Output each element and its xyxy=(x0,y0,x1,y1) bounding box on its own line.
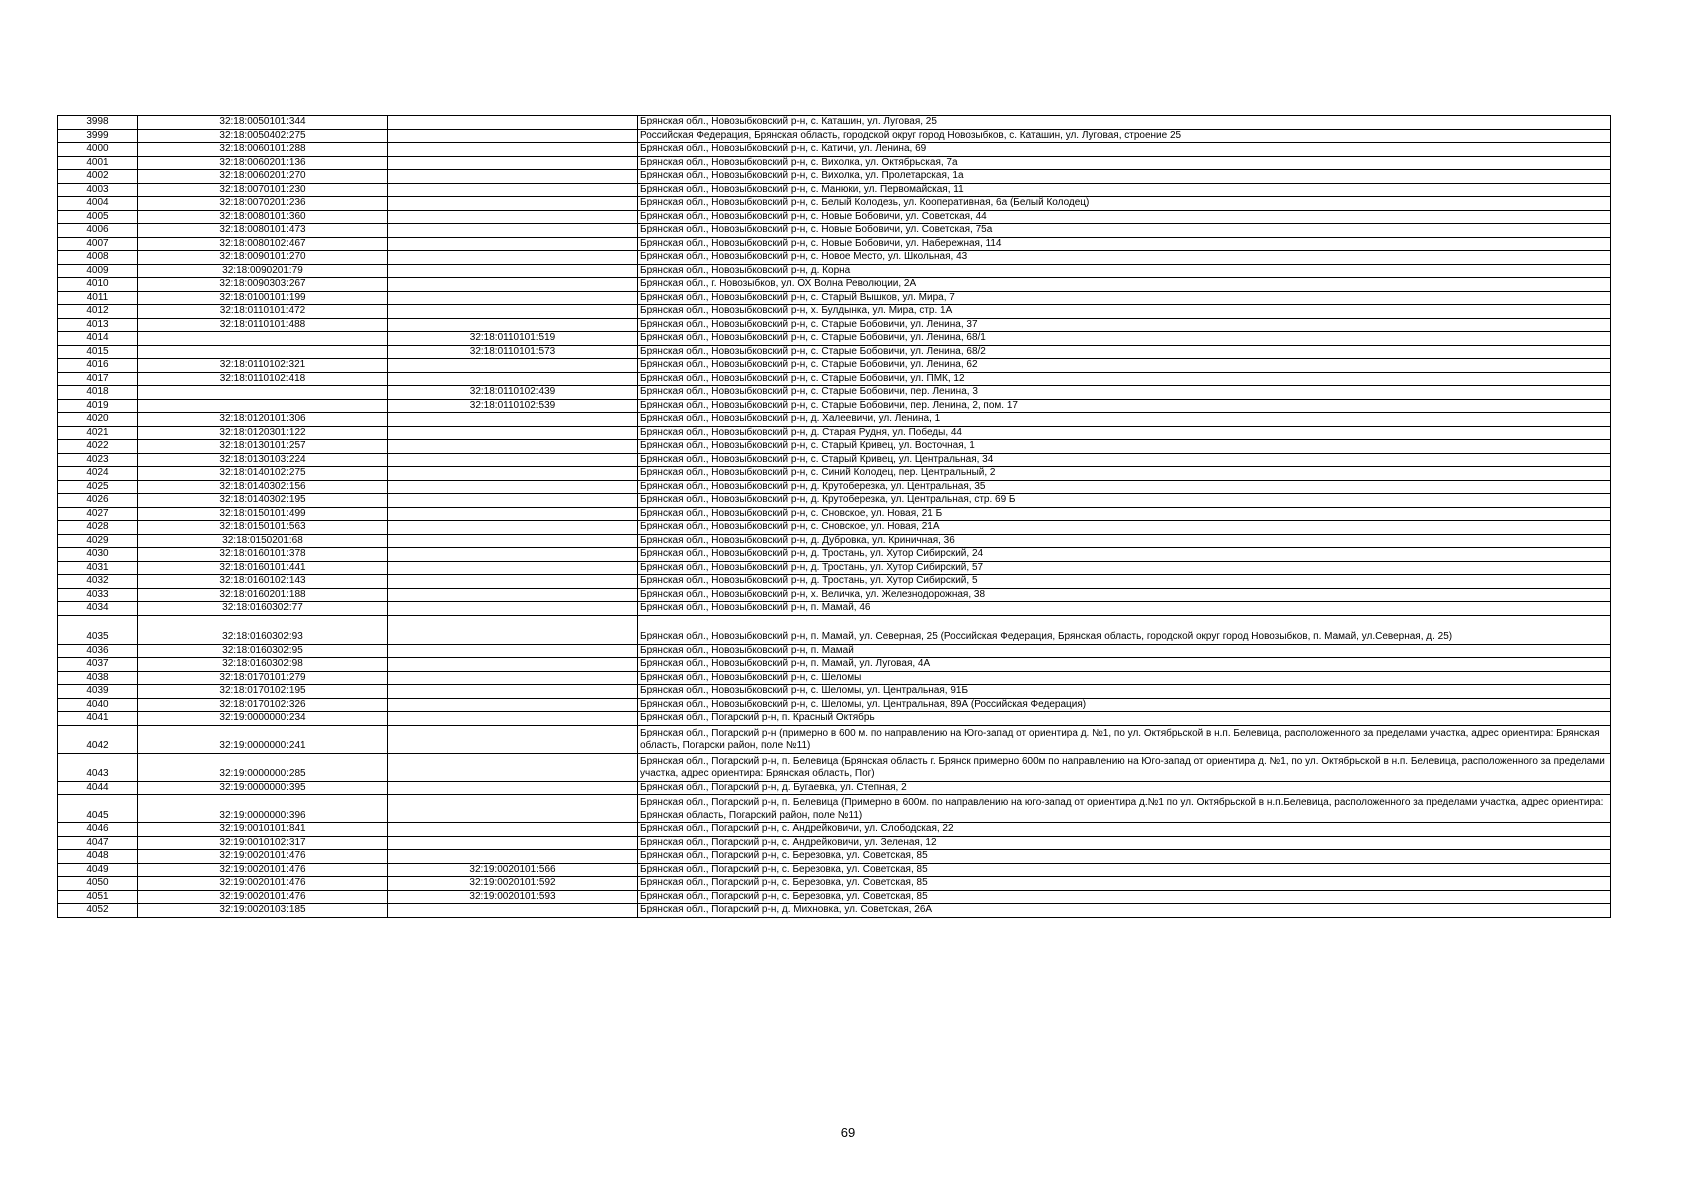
row-number-cell: 4046 xyxy=(58,823,138,837)
linked-cadastral-number-cell xyxy=(388,224,638,238)
address-cell: Брянская обл., Погарский р-н, с. Андрейковичи, ул. Слободская, 22 xyxy=(638,823,1611,837)
cadastral-number-cell: 32:19:0010101:841 xyxy=(138,823,388,837)
table-row xyxy=(58,318,1611,332)
address-cell: Брянская обл., Новозыбковский р-н, с. Старые Бобовичи, пер. Ленина, 3 xyxy=(638,386,1611,400)
address-cell: Брянская обл., Погарский р-н, с. Андрейковичи, ул. Зеленая, 12 xyxy=(638,836,1611,850)
cadastral-number-cell: 32:18:0060201:270 xyxy=(138,170,388,184)
linked-cadastral-number-cell xyxy=(388,143,638,157)
linked-cadastral-number-cell xyxy=(388,156,638,170)
address-cell: Брянская обл., Новозыбковский р-н, д. Тростань, ул. Хутор Сибирский, 5 xyxy=(638,575,1611,589)
table-row xyxy=(58,615,1611,644)
registry-table-body xyxy=(58,116,1611,918)
table-row xyxy=(58,534,1611,548)
cadastral-number-cell: 32:18:0140302:156 xyxy=(138,480,388,494)
row-number-cell: 4026 xyxy=(58,494,138,508)
cadastral-number-cell: 32:18:0110102:321 xyxy=(138,359,388,373)
row-number-cell: 4047 xyxy=(58,836,138,850)
row-number-cell: 4002 xyxy=(58,170,138,184)
address-cell: Брянская обл., Новозыбковский р-н, х. Булдынка, ул. Мира, стр. 1А xyxy=(638,305,1611,319)
table-row xyxy=(58,143,1611,157)
address-cell: Брянская обл., Новозыбковский р-н, с. Старые Бобовичи, ул. Ленина, 68/2 xyxy=(638,345,1611,359)
cadastral-number-cell: 32:19:0020101:476 xyxy=(138,890,388,904)
linked-cadastral-number-cell xyxy=(388,850,638,864)
address-cell: Брянская обл., Новозыбковский р-н, с. Шеломы xyxy=(638,671,1611,685)
row-number-cell: 4018 xyxy=(58,386,138,400)
row-number-cell: 4024 xyxy=(58,467,138,481)
linked-cadastral-number-cell xyxy=(388,251,638,265)
address-cell: Брянская обл., Новозыбковский р-н, с. Белый Колодезь, ул. Кооперативная, 6а (Белый Колодец) xyxy=(638,197,1611,211)
cadastral-number-cell: 32:18:0110101:472 xyxy=(138,305,388,319)
linked-cadastral-number-cell xyxy=(388,781,638,795)
table-row xyxy=(58,156,1611,170)
cadastral-number-cell: 32:18:0100101:199 xyxy=(138,291,388,305)
row-number-cell: 4041 xyxy=(58,712,138,726)
row-number-cell: 4025 xyxy=(58,480,138,494)
cadastral-number-cell: 32:18:0080102:467 xyxy=(138,237,388,251)
linked-cadastral-number-cell xyxy=(388,372,638,386)
address-cell: Брянская обл., Новозыбковский р-н, д. Тростань, ул. Хутор Сибирский, 57 xyxy=(638,561,1611,575)
cadastral-number-cell: 32:19:0000000:285 xyxy=(138,753,388,781)
table-row xyxy=(58,712,1611,726)
linked-cadastral-number-cell xyxy=(388,671,638,685)
linked-cadastral-number-cell xyxy=(388,575,638,589)
address-cell: Брянская обл., Новозыбковский р-н, д. Тростань, ул. Хутор Сибирский, 24 xyxy=(638,548,1611,562)
linked-cadastral-number-cell xyxy=(388,534,638,548)
cadastral-number-cell: 32:18:0060201:136 xyxy=(138,156,388,170)
row-number-cell: 4028 xyxy=(58,521,138,535)
table-row xyxy=(58,251,1611,265)
linked-cadastral-number-cell xyxy=(388,480,638,494)
cadastral-number-cell: 32:18:0150101:563 xyxy=(138,521,388,535)
table-row xyxy=(58,129,1611,143)
row-number-cell: 4042 xyxy=(58,725,138,753)
linked-cadastral-number-cell xyxy=(388,494,638,508)
cadastral-number-cell: 32:18:0080101:360 xyxy=(138,210,388,224)
row-number-cell: 4038 xyxy=(58,671,138,685)
cadastral-number-cell: 32:18:0060101:288 xyxy=(138,143,388,157)
table-row xyxy=(58,467,1611,481)
row-number-cell: 4011 xyxy=(58,291,138,305)
linked-cadastral-number-cell xyxy=(388,904,638,918)
row-number-cell: 4051 xyxy=(58,890,138,904)
address-cell: Брянская обл., Новозыбковский р-н, с. Старые Бобовичи, ул. Ленина, 68/1 xyxy=(638,332,1611,346)
address-cell: Брянская обл., Новозыбковский р-н, с. Старый Кривец, ул. Центральная, 34 xyxy=(638,453,1611,467)
row-number-cell: 4049 xyxy=(58,863,138,877)
table-row xyxy=(58,561,1611,575)
linked-cadastral-number-cell: 32:18:0110102:439 xyxy=(388,386,638,400)
row-number-cell: 4035 xyxy=(58,615,138,644)
cadastral-number-cell xyxy=(138,399,388,413)
row-number-cell: 4004 xyxy=(58,197,138,211)
table-row xyxy=(58,386,1611,400)
cadastral-number-cell: 32:18:0050402:275 xyxy=(138,129,388,143)
table-row xyxy=(58,426,1611,440)
cadastral-number-cell: 32:18:0150101:499 xyxy=(138,507,388,521)
row-number-cell: 4036 xyxy=(58,644,138,658)
address-cell: Брянская обл., Новозыбковский р-н, х. Величка, ул. Железнодорожная, 38 xyxy=(638,588,1611,602)
table-row xyxy=(58,170,1611,184)
cadastral-number-cell: 32:18:0160302:95 xyxy=(138,644,388,658)
cadastral-number-cell: 32:18:0070201:236 xyxy=(138,197,388,211)
linked-cadastral-number-cell xyxy=(388,413,638,427)
linked-cadastral-number-cell xyxy=(388,170,638,184)
address-cell: Брянская обл., Новозыбковский р-н, д. Корна xyxy=(638,264,1611,278)
linked-cadastral-number-cell xyxy=(388,440,638,454)
cadastral-number-cell: 32:18:0110102:418 xyxy=(138,372,388,386)
address-cell: Брянская обл., Погарский р-н, с. Березовка, ул. Советская, 85 xyxy=(638,877,1611,891)
table-row xyxy=(58,863,1611,877)
linked-cadastral-number-cell xyxy=(388,116,638,130)
table-row xyxy=(58,588,1611,602)
linked-cadastral-number-cell xyxy=(388,197,638,211)
linked-cadastral-number-cell xyxy=(388,712,638,726)
cadastral-number-cell: 32:18:0160302:77 xyxy=(138,602,388,616)
table-row xyxy=(58,116,1611,130)
row-number-cell: 4031 xyxy=(58,561,138,575)
row-number-cell: 4014 xyxy=(58,332,138,346)
row-number-cell: 4000 xyxy=(58,143,138,157)
linked-cadastral-number-cell: 32:18:0110101:519 xyxy=(388,332,638,346)
linked-cadastral-number-cell: 32:19:0020101:593 xyxy=(388,890,638,904)
linked-cadastral-number-cell: 32:18:0110101:573 xyxy=(388,345,638,359)
cadastral-number-cell: 32:18:0160102:143 xyxy=(138,575,388,589)
linked-cadastral-number-cell xyxy=(388,210,638,224)
table-row xyxy=(58,197,1611,211)
address-cell: Брянская обл., Погарский р-н, с. Березовка, ул. Советская, 85 xyxy=(638,850,1611,864)
table-row xyxy=(58,372,1611,386)
address-cell: Брянская обл., Новозыбковский р-н, д. Крутоберезка, ул. Центральная, 35 xyxy=(638,480,1611,494)
linked-cadastral-number-cell xyxy=(388,507,638,521)
cadastral-number-cell: 32:19:0000000:395 xyxy=(138,781,388,795)
linked-cadastral-number-cell xyxy=(388,658,638,672)
row-number-cell: 4045 xyxy=(58,795,138,823)
row-number-cell: 4033 xyxy=(58,588,138,602)
row-number-cell: 4048 xyxy=(58,850,138,864)
linked-cadastral-number-cell: 32:18:0110102:539 xyxy=(388,399,638,413)
row-number-cell: 4006 xyxy=(58,224,138,238)
address-cell: Брянская обл., Новозыбковский р-н, с. Шеломы, ул. Центральная, 89А (Российская Федерация) xyxy=(638,698,1611,712)
cadastral-number-cell xyxy=(138,332,388,346)
cadastral-number-cell: 32:18:0090101:270 xyxy=(138,251,388,265)
cadastral-number-cell: 32:19:0020103:185 xyxy=(138,904,388,918)
address-cell: Брянская обл., Новозыбковский р-н, с. Старые Бобовичи, пер. Ленина, 2, пом. 17 xyxy=(638,399,1611,413)
row-number-cell: 3998 xyxy=(58,116,138,130)
cadastral-number-cell: 32:18:0150201:68 xyxy=(138,534,388,548)
address-cell: Брянская обл., Новозыбковский р-н, п. Мамай, ул. Луговая, 4А xyxy=(638,658,1611,672)
row-number-cell: 3999 xyxy=(58,129,138,143)
row-number-cell: 4013 xyxy=(58,318,138,332)
cadastral-number-cell: 32:18:0160201:188 xyxy=(138,588,388,602)
address-cell: Брянская обл., Новозыбковский р-н, д. Халеевичи, ул. Ленина, 1 xyxy=(638,413,1611,427)
cadastral-number-cell: 32:18:0090303:267 xyxy=(138,278,388,292)
address-cell: Брянская обл., Новозыбковский р-н, д. Старая Рудня, ул. Победы, 44 xyxy=(638,426,1611,440)
cadastral-number-cell: 32:18:0120301:122 xyxy=(138,426,388,440)
linked-cadastral-number-cell xyxy=(388,521,638,535)
cadastral-number-cell: 32:18:0160101:441 xyxy=(138,561,388,575)
linked-cadastral-number-cell xyxy=(388,183,638,197)
table-row xyxy=(58,345,1611,359)
row-number-cell: 4050 xyxy=(58,877,138,891)
table-row xyxy=(58,877,1611,891)
cadastral-number-cell: 32:18:0140102:275 xyxy=(138,467,388,481)
table-row xyxy=(58,183,1611,197)
row-number-cell: 4019 xyxy=(58,399,138,413)
table-row xyxy=(58,671,1611,685)
cadastral-number-cell: 32:18:0160101:378 xyxy=(138,548,388,562)
table-row xyxy=(58,823,1611,837)
address-cell: Брянская обл., Погарский р-н, с. Березовка, ул. Советская, 85 xyxy=(638,863,1611,877)
linked-cadastral-number-cell xyxy=(388,795,638,823)
table-row xyxy=(58,332,1611,346)
linked-cadastral-number-cell xyxy=(388,823,638,837)
address-cell: Брянская обл., Погарский р-н, д. Бугаевка, ул. Степная, 2 xyxy=(638,781,1611,795)
cadastral-number-cell: 32:18:0120101:306 xyxy=(138,413,388,427)
linked-cadastral-number-cell xyxy=(388,548,638,562)
table-row xyxy=(58,575,1611,589)
table-row xyxy=(58,753,1611,781)
cadastral-number-cell: 32:18:0130101:257 xyxy=(138,440,388,454)
row-number-cell: 4044 xyxy=(58,781,138,795)
cadastral-number-cell: 32:18:0130103:224 xyxy=(138,453,388,467)
table-row xyxy=(58,644,1611,658)
table-row xyxy=(58,305,1611,319)
cadastral-number-cell: 32:18:0090201:79 xyxy=(138,264,388,278)
table-row xyxy=(58,453,1611,467)
cadastral-number-cell: 32:18:0160302:98 xyxy=(138,658,388,672)
row-number-cell: 4027 xyxy=(58,507,138,521)
table-row xyxy=(58,685,1611,699)
cadastral-number-cell: 32:19:0000000:234 xyxy=(138,712,388,726)
cadastral-number-cell: 32:19:0020101:476 xyxy=(138,850,388,864)
linked-cadastral-number-cell xyxy=(388,467,638,481)
table-row xyxy=(58,602,1611,616)
table-row xyxy=(58,548,1611,562)
table-row xyxy=(58,836,1611,850)
cadastral-number-cell: 32:19:0010102:317 xyxy=(138,836,388,850)
address-cell: Брянская обл., Погарский р-н, п. Белевица (Примерно в 600м. по направлению на юго-запад от ориентира д.№1 по ул. Октябрьской в н.п.Белевица, расположенного за пределами участка, адрес ориентира: Брянская область, Погарский район, поле №11) xyxy=(638,795,1611,823)
address-cell: Брянская обл., Новозыбковский р-н, с. Новые Бобовичи, ул. Советская, 75а xyxy=(638,224,1611,238)
table-row xyxy=(58,658,1611,672)
linked-cadastral-number-cell xyxy=(388,359,638,373)
address-cell: Брянская обл., Новозыбковский р-н, с. Старый Кривец, ул. Восточная, 1 xyxy=(638,440,1611,454)
table-row xyxy=(58,494,1611,508)
linked-cadastral-number-cell xyxy=(388,278,638,292)
address-cell: Брянская обл., г. Новозыбков, ул. ОХ Волна Революции, 2А xyxy=(638,278,1611,292)
table-row xyxy=(58,291,1611,305)
row-number-cell: 4001 xyxy=(58,156,138,170)
cadastral-number-cell: 32:18:0070101:230 xyxy=(138,183,388,197)
row-number-cell: 4022 xyxy=(58,440,138,454)
address-cell: Брянская обл., Погарский р-н, с. Березовка, ул. Советская, 85 xyxy=(638,890,1611,904)
address-cell: Брянская обл., Погарский р-н, д. Михновка, ул. Советская, 26А xyxy=(638,904,1611,918)
address-cell: Брянская обл., Новозыбковский р-н, д. Дубровка, ул. Криничная, 36 xyxy=(638,534,1611,548)
row-number-cell: 4016 xyxy=(58,359,138,373)
linked-cadastral-number-cell: 32:19:0020101:592 xyxy=(388,877,638,891)
row-number-cell: 4010 xyxy=(58,278,138,292)
address-cell: Брянская обл., Новозыбковский р-н, с. Сновское, ул. Новая, 21А xyxy=(638,521,1611,535)
row-number-cell: 4007 xyxy=(58,237,138,251)
table-row xyxy=(58,904,1611,918)
cadastral-number-cell: 32:18:0170101:279 xyxy=(138,671,388,685)
linked-cadastral-number-cell xyxy=(388,453,638,467)
table-row xyxy=(58,698,1611,712)
row-number-cell: 4029 xyxy=(58,534,138,548)
row-number-cell: 4052 xyxy=(58,904,138,918)
cadastral-number-cell: 32:18:0170102:326 xyxy=(138,698,388,712)
row-number-cell: 4008 xyxy=(58,251,138,265)
linked-cadastral-number-cell xyxy=(388,318,638,332)
address-cell: Брянская обл., Новозыбковский р-н, с. Шеломы, ул. Центральная, 91Б xyxy=(638,685,1611,699)
registry-table xyxy=(57,115,1611,918)
cadastral-number-cell xyxy=(138,345,388,359)
row-number-cell: 4043 xyxy=(58,753,138,781)
address-cell: Брянская обл., Новозыбковский р-н, п. Мамай xyxy=(638,644,1611,658)
row-number-cell: 4009 xyxy=(58,264,138,278)
row-number-cell: 4023 xyxy=(58,453,138,467)
table-row xyxy=(58,795,1611,823)
table-row xyxy=(58,278,1611,292)
cadastral-number-cell: 32:19:0000000:396 xyxy=(138,795,388,823)
linked-cadastral-number-cell xyxy=(388,561,638,575)
address-cell: Брянская обл., Новозыбковский р-н, с. Старый Вышков, ул. Мира, 7 xyxy=(638,291,1611,305)
table-row xyxy=(58,264,1611,278)
address-cell: Брянская обл., Новозыбковский р-н, с. Вихолка, ул. Октябрьская, 7а xyxy=(638,156,1611,170)
table-row xyxy=(58,237,1611,251)
cadastral-number-cell: 32:18:0110101:488 xyxy=(138,318,388,332)
row-number-cell: 4015 xyxy=(58,345,138,359)
row-number-cell: 4037 xyxy=(58,658,138,672)
address-cell: Брянская обл., Погарский р-н, п. Красный Октябрь xyxy=(638,712,1611,726)
linked-cadastral-number-cell xyxy=(388,615,638,644)
row-number-cell: 4017 xyxy=(58,372,138,386)
table-row xyxy=(58,413,1611,427)
row-number-cell: 4021 xyxy=(58,426,138,440)
address-cell: Брянская обл., Новозыбковский р-н, с. Вихолка, ул. Пролетарская, 1а xyxy=(638,170,1611,184)
table-row xyxy=(58,781,1611,795)
table-row xyxy=(58,399,1611,413)
address-cell: Брянская обл., Новозыбковский р-н, п. Мамай, 46 xyxy=(638,602,1611,616)
address-cell: Брянская обл., Погарский р-н (примерно в 600 м. по направлению на Юго-запад от ориентира д. №1, по ул. Октябрьской в н.п. Белевица, расположенного за пределами участка, адрес ориентира: Брянская область, Погарски район, поле №11) xyxy=(638,725,1611,753)
row-number-cell: 4034 xyxy=(58,602,138,616)
table-row xyxy=(58,507,1611,521)
row-number-cell: 4030 xyxy=(58,548,138,562)
cadastral-number-cell: 32:19:0020101:476 xyxy=(138,863,388,877)
page-number: 69 xyxy=(840,1125,856,1140)
address-cell: Брянская обл., Новозыбковский р-н, с. Старые Бобовичи, ул. Ленина, 62 xyxy=(638,359,1611,373)
cadastral-number-cell xyxy=(138,386,388,400)
linked-cadastral-number-cell xyxy=(388,588,638,602)
linked-cadastral-number-cell xyxy=(388,291,638,305)
cadastral-number-cell: 32:18:0160302:93 xyxy=(138,615,388,644)
linked-cadastral-number-cell xyxy=(388,698,638,712)
table-row xyxy=(58,890,1611,904)
table-row xyxy=(58,521,1611,535)
address-cell: Брянская обл., Погарский р-н, п. Белевица (Брянская область г. Брянск примерно 600м по направлению на Юго-запад от ориентира д. №1, по ул. Октябрьской в н.п. Белевица, расположенного за пределами участка, адрес ориентира: Брянская область, Пог) xyxy=(638,753,1611,781)
cadastral-number-cell: 32:18:0140302:195 xyxy=(138,494,388,508)
table-row xyxy=(58,725,1611,753)
address-cell: Брянская обл., Новозыбковский р-н, с. Старые Бобовичи, ул. Ленина, 37 xyxy=(638,318,1611,332)
row-number-cell: 4040 xyxy=(58,698,138,712)
cadastral-number-cell: 32:18:0080101:473 xyxy=(138,224,388,238)
address-cell: Брянская обл., Новозыбковский р-н, с. Новые Бобовичи, ул. Советская, 44 xyxy=(638,210,1611,224)
table-row xyxy=(58,480,1611,494)
linked-cadastral-number-cell xyxy=(388,725,638,753)
address-cell: Брянская обл., Новозыбковский р-н, с. Манюки, ул. Первомайская, 11 xyxy=(638,183,1611,197)
address-cell: Брянская обл., Новозыбковский р-н, с. Сновское, ул. Новая, 21 Б xyxy=(638,507,1611,521)
linked-cadastral-number-cell xyxy=(388,129,638,143)
linked-cadastral-number-cell xyxy=(388,264,638,278)
address-cell: Брянская обл., Новозыбковский р-н, д. Крутоберезка, ул. Центральная, стр. 69 Б xyxy=(638,494,1611,508)
cadastral-number-cell: 32:19:0020101:476 xyxy=(138,877,388,891)
linked-cadastral-number-cell xyxy=(388,753,638,781)
cadastral-number-cell: 32:19:0000000:241 xyxy=(138,725,388,753)
cadastral-number-cell: 32:18:0050101:344 xyxy=(138,116,388,130)
address-cell: Брянская обл., Новозыбковский р-н, п. Мамай, ул. Северная, 25 (Российская Федерация, Брянская область, городской округ город Новозыбков, п. Мамай, ул.Северная, д. 25) xyxy=(638,615,1611,644)
address-cell: Брянская обл., Новозыбковский р-н, с. Новое Место, ул. Школьная, 43 xyxy=(638,251,1611,265)
linked-cadastral-number-cell xyxy=(388,426,638,440)
table-row xyxy=(58,359,1611,373)
linked-cadastral-number-cell xyxy=(388,305,638,319)
linked-cadastral-number-cell xyxy=(388,602,638,616)
row-number-cell: 4005 xyxy=(58,210,138,224)
address-cell: Брянская обл., Новозыбковский р-н, с. Синий Колодец, пер. Центральный, 2 xyxy=(638,467,1611,481)
linked-cadastral-number-cell xyxy=(388,644,638,658)
address-cell: Российская Федерация, Брянская область, городской округ город Новозыбков, с. Каташин, ул. Луговая, строение 25 xyxy=(638,129,1611,143)
cadastral-number-cell: 32:18:0170102:195 xyxy=(138,685,388,699)
row-number-cell: 4032 xyxy=(58,575,138,589)
linked-cadastral-number-cell xyxy=(388,836,638,850)
row-number-cell: 4039 xyxy=(58,685,138,699)
linked-cadastral-number-cell xyxy=(388,237,638,251)
row-number-cell: 4012 xyxy=(58,305,138,319)
linked-cadastral-number-cell xyxy=(388,685,638,699)
address-cell: Брянская обл., Новозыбковский р-н, с. Старые Бобовичи, ул. ПМК, 12 xyxy=(638,372,1611,386)
table-row xyxy=(58,440,1611,454)
address-cell: Брянская обл., Новозыбковский р-н, с. Каташин, ул. Луговая, 25 xyxy=(638,116,1611,130)
row-number-cell: 4003 xyxy=(58,183,138,197)
table-row xyxy=(58,210,1611,224)
address-cell: Брянская обл., Новозыбковский р-н, с. Новые Бобовичи, ул. Набережная, 114 xyxy=(638,237,1611,251)
table-row xyxy=(58,224,1611,238)
table-row xyxy=(58,850,1611,864)
row-number-cell: 4020 xyxy=(58,413,138,427)
address-cell: Брянская обл., Новозыбковский р-н, с. Катичи, ул. Ленина, 69 xyxy=(638,143,1611,157)
linked-cadastral-number-cell: 32:19:0020101:566 xyxy=(388,863,638,877)
